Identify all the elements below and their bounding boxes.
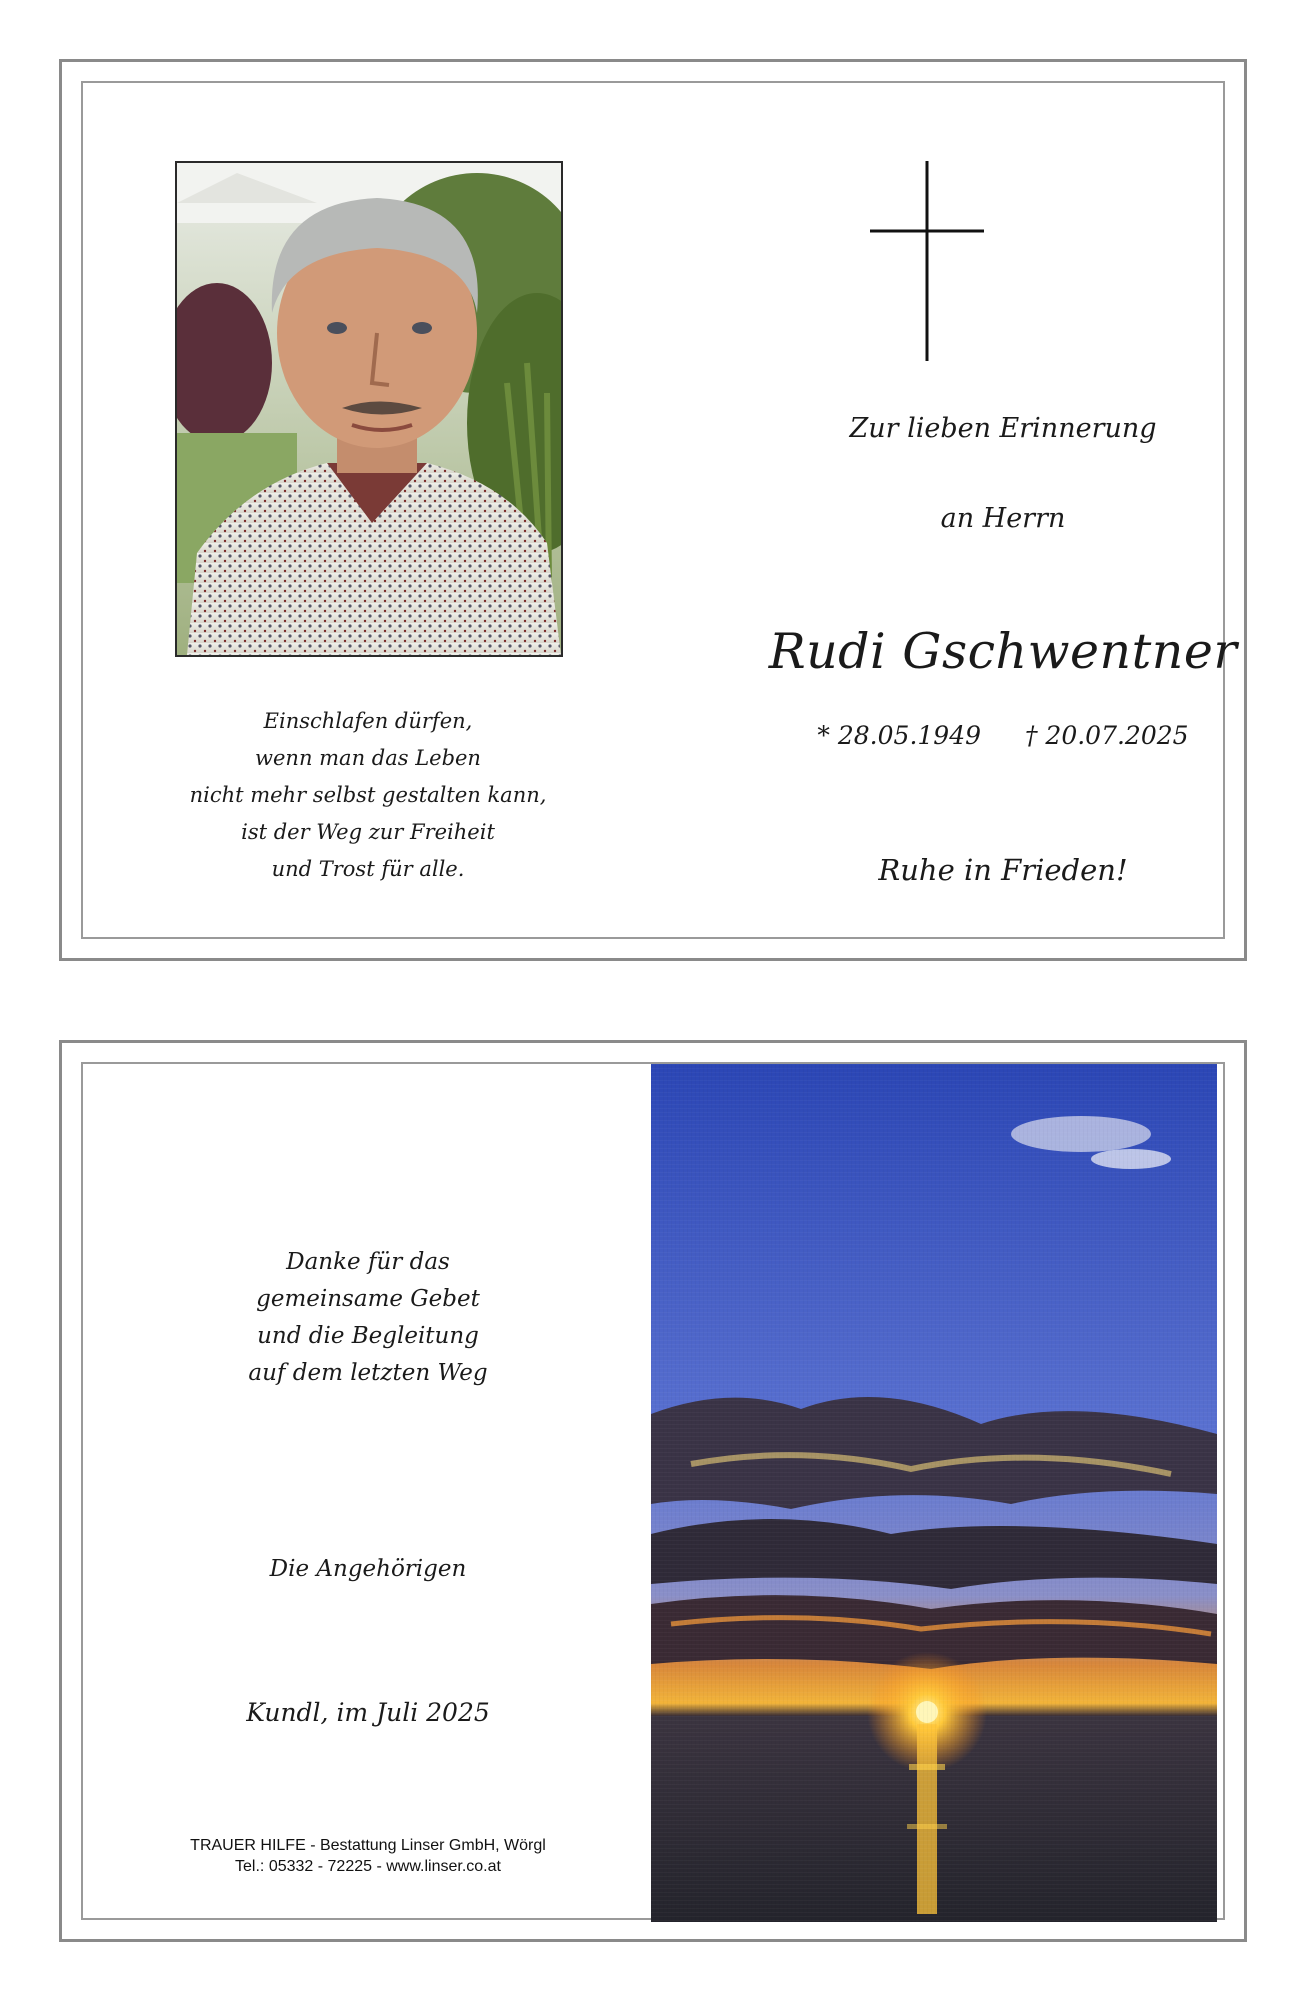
life-dates [703,721,1303,750]
death-date: † 20.07.2025 [1024,721,1189,750]
thanks-line: und die Begleitung [257,1323,479,1349]
thanks-line: auf dem letzten Weg [248,1360,488,1386]
deceased-name: Rudi Gschwentner [768,623,1238,680]
memorial-card-front [59,59,1247,961]
thanks-line: gemeinsame Gebet [256,1286,480,1312]
thanks-text [143,1244,593,1392]
memory-line: Zur lieben Erinnerung [849,413,1157,444]
signed-by: Die Angehörigen [269,1556,467,1582]
thanks-line: Danke für das [286,1249,450,1275]
birth-date: * 28.05.1949 [817,721,982,750]
verse-line: Einschlafen dürfen, [263,709,473,733]
funeral-home-contact: Tel.: 05332 - 72225 - www.linser.co.at [235,1858,501,1875]
place-date: Kundl, im Juli 2025 [246,1698,490,1727]
cross-icon [870,161,984,361]
verse-line: und Trost für alle. [271,857,465,881]
verse-line: wenn man das Leben [255,746,481,770]
salutation: an Herrn [940,503,1066,534]
verse-line: ist der Weg zur Freiheit [241,820,495,844]
funeral-home-name: TRAUER HILFE - Bestattung Linser GmbH, Wörgl [190,1837,546,1854]
memorial-card-back [59,1040,1247,1942]
verse [143,703,593,888]
sunset-photo [651,1064,1217,1922]
verse-line: nicht mehr selbst gestalten kann, [189,783,547,807]
inner-frame [81,1062,1225,1920]
closing-line: Ruhe in Frieden! [878,853,1128,887]
inner-frame [81,81,1238,939]
portrait-photo [175,161,563,657]
